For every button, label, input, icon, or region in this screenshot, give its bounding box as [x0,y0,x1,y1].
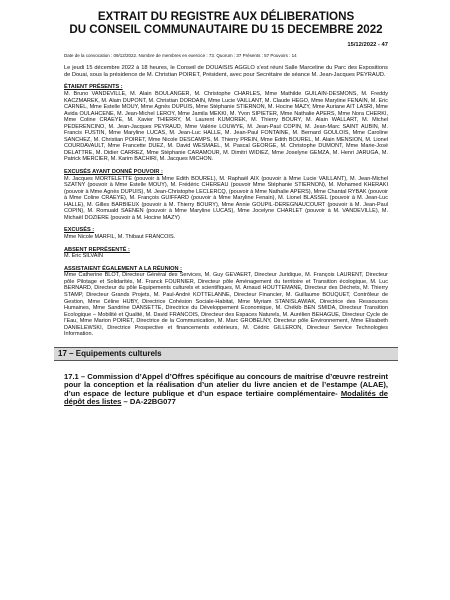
section-text: M. Eric SILVAIN [64,253,103,260]
convocation-line: Date de la convocation : 09/12/2022. Nombre de membres en exercice : 73. Quorum : 37 Présents : 57 Pouvoirs : 14 [64,53,297,58]
section-text: M. Jacques MORTELETTE (pouvoir à Mme Edith BOUREL), M. Raphaël AIX (pouvoir à Mme Lucie VAILLANT), M. Jean-Michel SZATNY (pouvoir à Mme Estelle MOUY), M. Frédéric CHEREAU (pouvoir Mme Stéphanie STIERNON), M. Mohamed KHERAKI (pouvoir à Mme Agnès DUPUIS), M. Jean-Christophe LECLERCQ, (pouvoir à Mme Nathalie APERS), Mme Chantal RYBAK (pouvoir à Mme Coline CRAEYE), M. François GUIFFARD (pouvoir à Mme Maryline Fenain), M. Lionel BLASSEL (pouvoir à M. Jean-Luc HALLE), M. Gilles BARBIEUX (pouvoir à M. Thierry BOURY), Mme Annie GOUPIL-DEREGNAUCOURT (pouvoir à M. Jean-Paul COPIN), M. Romuald SAENEN (pouvoir à Mme Maryline LUCAS), Mme Jocelyne CHARLET (pouvoir à M. VANDEVILLE), M. Michaël DOZIERE (pouvoir à M. Hocine MAZY) [64,175,388,221]
section-title: ABSENT REPRÉSENTÉ : [64,246,130,253]
section-text: Mme Catherine BLOT, Directeur Général des Services, M. Guy GEVAERT, Directeur Juridique, M. François LAURENT, Directeur pôle Pilotage et Solidarités, M. Franck FOURNIER, Directeur pôle Aménagement du territoire et Transition écologique, M. Luc BERNARD, Directeur du pôle Equipements culturels et scientifiques, M. Arnaud HOUTTEMANE, Directeur des Déchets, M. Thierry STAMP, Directeur Grands Projets, M. Paul-André KOTTELANNE, Directeur Financier, M. Guillaume BOUQUET, Contrôleur de Gestion, Mme Céline HUBY, Directrice Cohésion Sociale-Habitat, Mme Myriam STANISLAWIAK, Directrice des Ressources Humaines, Mme Sandrine DANSETTE, Directrice du Développement Economique, M. Chékib BEN SMIDA, Directeur Transition Ecologique – Mobilité et Qualité, M. David FRANCOIS, Directeur des Espaces Naturels, M. Aurélien BEHAGUE, Directeur Cycle de l’Eau, Mme Marion POIRET, Directrice de la Communication, M. Marc GROBELNY, Directeur pôle Environnement, Mme Elisabeth DANIELEWSKI, Directrice Prospective et financements extérieurs, M. Cédric GILLERON, Directeur Service Technologies Information. [64,272,388,338]
document-title [64,10,388,36]
deliberation-ref: – DA-22BG077 [121,397,176,406]
section-absent-represente [64,247,388,260]
section-presents [64,84,388,163]
section-title: EXCUSÉS : [64,227,95,234]
section-excuses [64,227,388,240]
deliberation-title: 17.1 – Commission d’Appel d’Offres spécifique au concours de maitrise d’œuvre restreint pour la conception et la réalisation d’un atelier du livre ancien et de l’estampe (ALAE), d’un espace de lecture publique et d’un espace tertiaire complémentaire- [64,371,388,398]
deliberation-link[interactable]: Modalités de dépôt des listes [64,388,388,406]
deliberation-item [64,373,388,407]
section-assistaient [64,266,388,338]
section-title: ÉTAIENT PRÉSENTS : [64,84,123,91]
deliberation-reference: 15/12/2022 - 47 [347,42,388,48]
section-text: Mme Nicole MARFIL, M. Thibaut FRANCOIS. [64,234,176,241]
section-text: M. Bruno VANDEVILLE, M. Alain BOULANGER, M. Christophe CHARLES, Mme Mathilde GUILAIN-DESMONS, M. Freddy KACZMAREK, M. Alain DUPONT, M. Christian DORDAIN, Mme Lucie VAILLANT, M. Claude HEGO, Mme Maryline FENAIN, M. Eric CARNEL, Mme Estelle MOUY, Mme Agnès DUPUIS, Mme Stéphanie STIERNON, M. Hocine MAZY, Mme Auriane AIT LASRI, Mme Avida OULAHCENE, M. Jean-Michel LEROY, Mme Jamila MEKKI, M. Yvon SIPIETER, Mme Nathalie APERS, Mme Nora CHERKI, Mme Coline CRAEYE, M. Xavier THIERRY, M. Laurent KUMOREK, M. Thierry BOURY, M. Alain WALLART, M. Michel PEDERENCINO, M. Jean-Jacques PEYRAUD, Mme Valérie LOUWYE, M. Jean-Paul COPIN, M. Jean-Marc SAINT AUBIN, M. Francis FUSTIN, Mme Maryline LUCAS, M. Jean-Luc HALLE, M. Jean-Paul FONTAINE, M. Bernard GOULOIS, Mme Caroline SANCHEZ, M. Christian POIRET, Mme Nicole DESCAMPS, M. Thierry PREIN, Mme Edith BOUREL, M. Alain MENSION, M. Lionel COURDAVAULT, Mme Francette DUEZ, M. David WESMAEL, M. Pascal GEORGE, M. Christophe DUMONT, Mme Marie-José DELATTRE, M. Didier CARREZ, Mme Stéphanie CARAMOUR, M. Dimitri WIDIEZ, Mme Joselyne GEMZA, M. Henri JARUGA, M. Patrick MERCIER, M. Karim BACHIRI, M. Jacques MICHON. [64,91,388,163]
section-title: ASSISTAIENT ÉGALEMENT A LA RÉUNION : [64,265,182,272]
title-line-1: EXTRAIT DU REGISTRE AUX DÉLIBERATIONS [97,10,355,23]
section-band: 17 – Equipements culturels [54,347,398,361]
intro-paragraph: Le jeudi 15 décembre 2022 à 18 heures, le Conseil de DOUAISIS AGGLO s’est réuni Salle Marceline du Parc des Expositions de Douai, sous la présidence de M. Christian POIRET, Président, avec pour Secrétaire de séance M. Jean-Jacques PEYRAUD. [64,65,388,78]
section-excuses-pouvoir [64,169,388,221]
section-title: EXCUSÉS AYANT DONNÉ POUVOIR : [64,169,163,176]
title-line-2: DU CONSEIL COMMUNAUTAIRE DU 15 DECEMBRE 2022 [69,23,383,36]
